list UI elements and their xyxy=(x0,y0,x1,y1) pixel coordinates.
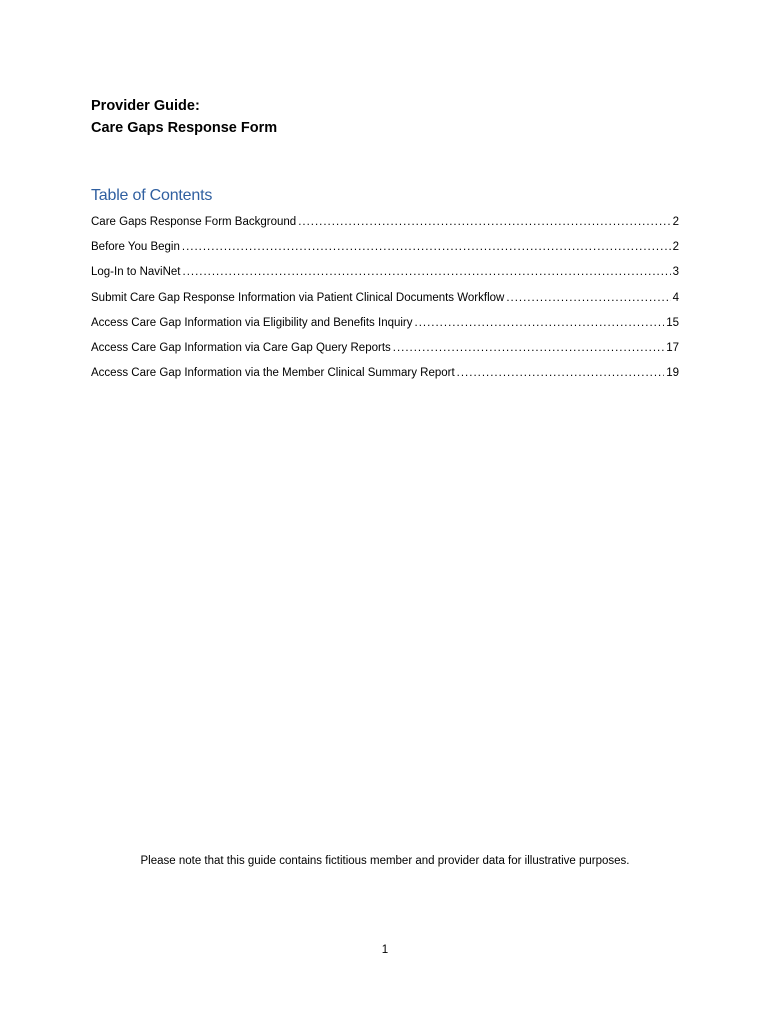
toc-entry-member-clinical-summary[interactable] xyxy=(91,363,679,388)
toc-entry-label: Log-In to NaviNet xyxy=(91,266,181,279)
toc-dot-leader xyxy=(457,363,665,383)
toc-heading: Table of Contents xyxy=(91,187,213,204)
toc-dot-leader xyxy=(393,338,664,358)
toc-dot-leader xyxy=(506,288,670,308)
disclaimer-note: Please note that this guide contains fictitious member and provider data for illustrative purposes. xyxy=(140,855,630,867)
toc-dot-leader xyxy=(415,313,665,333)
toc-entry-before-you-begin[interactable] xyxy=(91,237,679,262)
toc-entry-page: 3 xyxy=(672,266,679,279)
toc-entry-label: Before You Begin xyxy=(91,241,180,254)
toc-entry-page: 19 xyxy=(666,367,679,380)
document-title-line-1: Provider Guide: xyxy=(91,98,200,114)
toc-entry-label: Access Care Gap Information via the Member Clinical Summary Report xyxy=(91,367,455,380)
toc-entry-care-gaps-background[interactable] xyxy=(91,212,679,237)
toc-entry-label: Access Care Gap Information via Eligibility and Benefits Inquiry xyxy=(91,316,413,329)
toc-entry-page: 4 xyxy=(672,291,679,304)
toc-entry-page: 15 xyxy=(666,316,679,329)
toc-entry-log-in-navinet[interactable] xyxy=(91,262,679,287)
toc-entry-care-gap-query-reports[interactable] xyxy=(91,338,679,363)
toc-entry-label: Access Care Gap Information via Care Gap Query Reports xyxy=(91,341,391,354)
toc-entry-page: 17 xyxy=(666,341,679,354)
toc-entry-label: Care Gaps Response Form Background xyxy=(91,216,297,228)
toc-dot-leader xyxy=(298,212,670,232)
toc-entry-page: 2 xyxy=(672,241,679,254)
table-of-contents xyxy=(91,212,679,388)
toc-entry-eligibility-benefits-inquiry[interactable] xyxy=(91,313,679,338)
page-number: 1 xyxy=(381,944,389,956)
toc-entry-submit-care-gap-response[interactable] xyxy=(91,288,679,313)
document-title-line-2: Care Gaps Response Form xyxy=(91,120,278,136)
toc-entry-label: Submit Care Gap Response Information via Patient Clinical Documents Workflow xyxy=(91,291,505,304)
toc-dot-leader xyxy=(183,262,671,282)
document-title xyxy=(91,95,277,139)
toc-entry-page: 2 xyxy=(672,216,679,228)
toc-dot-leader xyxy=(182,237,671,257)
